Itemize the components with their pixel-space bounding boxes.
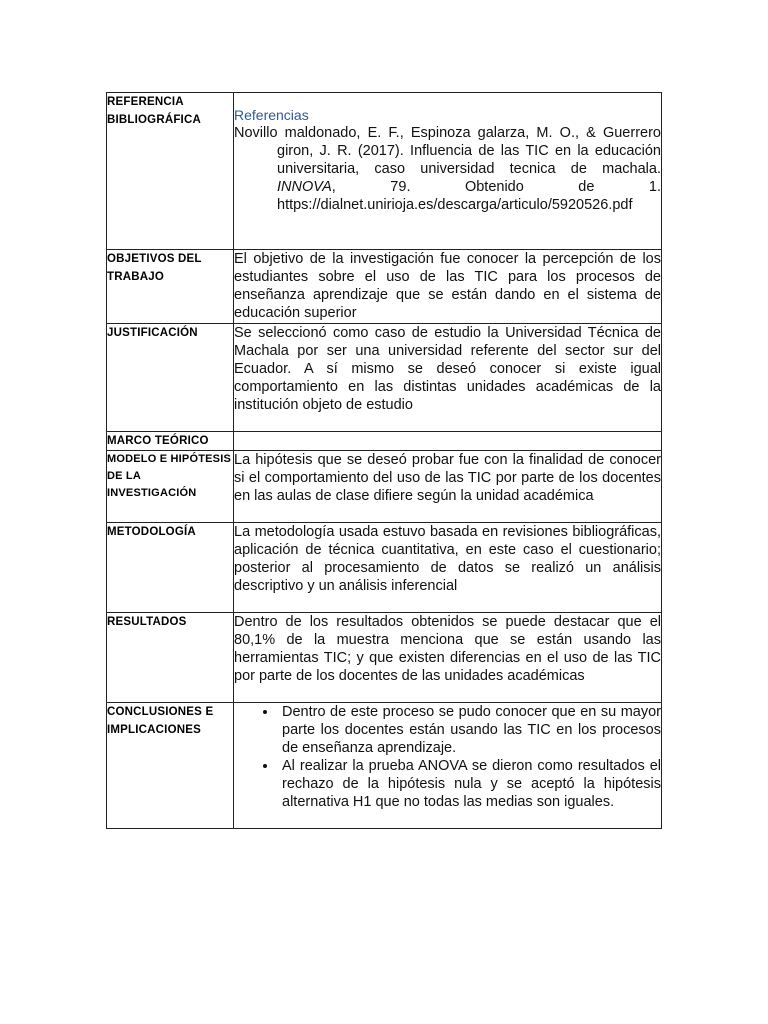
value-marco xyxy=(234,432,662,451)
label-resultados: RESULTADOS xyxy=(107,613,234,703)
row-objetivos xyxy=(107,250,662,324)
value-resultados: Dentro de los resultados obtenidos se puede destacar que el 80,1% de la muestra menciona que se están usando las herramientas TIC; y que existen diferencias en el uso de las TIC por parte de los docentes de las unidades académicas xyxy=(234,613,662,703)
row-modelo xyxy=(107,451,662,523)
row-resultados xyxy=(107,613,662,703)
value-modelo: La hipótesis que se deseó probar fue con la finalidad de conocer si el comportamiento del uso de las TIC por parte de los docentes en las aulas de clase difiere según la unidad académica xyxy=(234,451,662,523)
row-referencia xyxy=(107,93,662,250)
value-justificacion: Se seleccionó como caso de estudio la Universidad Técnica de Machala por ser una universidad referente del sector sur del Ecuador. A sí mismo se deseó conocer si existe igual comportamiento en las distintas unidades académicas de la institución objeto de estudio xyxy=(234,324,662,432)
row-metodologia xyxy=(107,523,662,613)
conclusions-list xyxy=(234,703,661,811)
conclusion-item: • Dentro de este proceso se pudo conocer que en su mayor parte los docentes están usando las TIC en los procesos de enseñanza aprendizaje. xyxy=(278,703,661,757)
references-heading: Referencias xyxy=(234,107,309,123)
label-marco: MARCO TEÓRICO xyxy=(107,432,234,451)
value-conclusiones xyxy=(234,703,662,829)
reference-entry xyxy=(234,124,661,214)
label-conclusiones: CONCLUSIONES E IMPLICACIONES xyxy=(107,703,234,829)
reference-text-before: Novillo maldonado, E. F., Espinoza galarza, M. O., & Guerrero giron, J. R. (2017). Influencia de las TIC en la educación universitaria, caso universidad tecnica de machala. xyxy=(234,125,661,177)
row-conclusiones xyxy=(107,703,662,829)
label-referencia: REFERENCIA BIBLIOGRÁFICA xyxy=(107,93,234,250)
label-metodologia: METODOLOGÍA xyxy=(107,523,234,613)
row-marco xyxy=(107,432,662,451)
value-metodologia: La metodología usada estuvo basada en revisiones bibliográficas, aplicación de técnica cuantitativa, en este caso el cuestionario; posterior al procesamiento de datos se realizó un análisis descriptivo y un análisis inferencial xyxy=(234,523,662,613)
value-referencia xyxy=(234,93,662,250)
row-justificacion xyxy=(107,324,662,432)
label-objetivos: OBJETIVOS DEL TRABAJO xyxy=(107,250,234,324)
value-objetivos: El objetivo de la investigación fue conocer la percepción de los estudiantes sobre el uso de las TIC para los procesos de enseñanza aprendizaje que se están dando en el sistema de educación superior xyxy=(234,250,662,324)
label-justificacion: JUSTIFICACIÓN xyxy=(107,324,234,432)
label-modelo: MODELO E HIPÓTESIS DE LA INVESTIGACIÓN xyxy=(107,451,234,523)
summary-table xyxy=(106,92,662,829)
reference-journal: INNOVA xyxy=(277,179,332,195)
reference-text-after: , 79. Obtenido de 1. https://dialnet.unirioja.es/descarga/articulo/5920526.pdf xyxy=(277,179,661,213)
conclusion-item: • Al realizar la prueba ANOVA se dieron como resultados el rechazo de la hipótesis nula y se aceptó la hipótesis alternativa H1 que no todas las medias son iguales. xyxy=(278,757,661,811)
